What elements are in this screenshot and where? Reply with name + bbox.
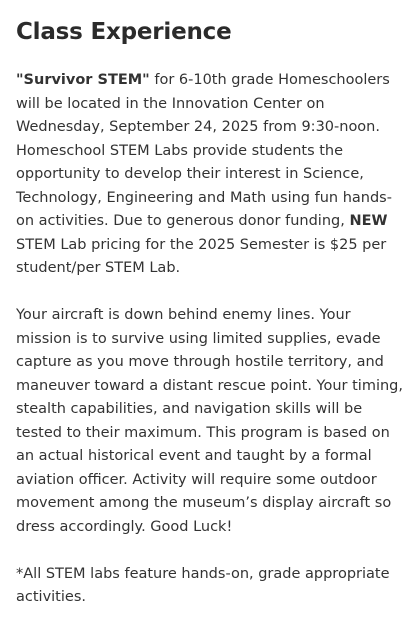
section-title: Class Experience xyxy=(16,19,232,45)
intro-paragraph xyxy=(16,69,404,281)
paragraph-spacer xyxy=(16,281,404,305)
program-name: "Survivor STEM" xyxy=(16,72,150,88)
intro-text-part-1: for 6-10th grade Homeschoolers will be located in the Innovation Center on Wednesday, September 24, 2025 from 9:30-noon. Homeschool STEM Labs provide students the opportunity to develop their interest in Science, Technology, Engineering and Math using fun hands-on activities. Due to generous donor funding, xyxy=(16,72,392,229)
intro-text-part-2: STEM Lab pricing for the 2025 Semester is $25 per student/per STEM Lab. xyxy=(16,236,387,276)
mission-description-paragraph: Your aircraft is down behind enemy lines. Your mission is to survive using limited supplies, evade capture as you move through hostile territory, and maneuver toward a distant rescue point. Your timing, stealth capabilities, and navigation skills will be tested to their maximum. This program is based on an actual historical event and taught by a formal aviation officer. Activity will require some outdoor movement among the museum’s display aircraft so dress accordingly. Good Luck! xyxy=(16,307,403,535)
footnote-paragraph: *All STEM labs feature hands-on, grade appropriate activities. xyxy=(16,565,390,605)
paragraph-spacer xyxy=(16,539,404,563)
new-label: NEW xyxy=(349,213,388,229)
class-experience-content xyxy=(16,69,404,610)
